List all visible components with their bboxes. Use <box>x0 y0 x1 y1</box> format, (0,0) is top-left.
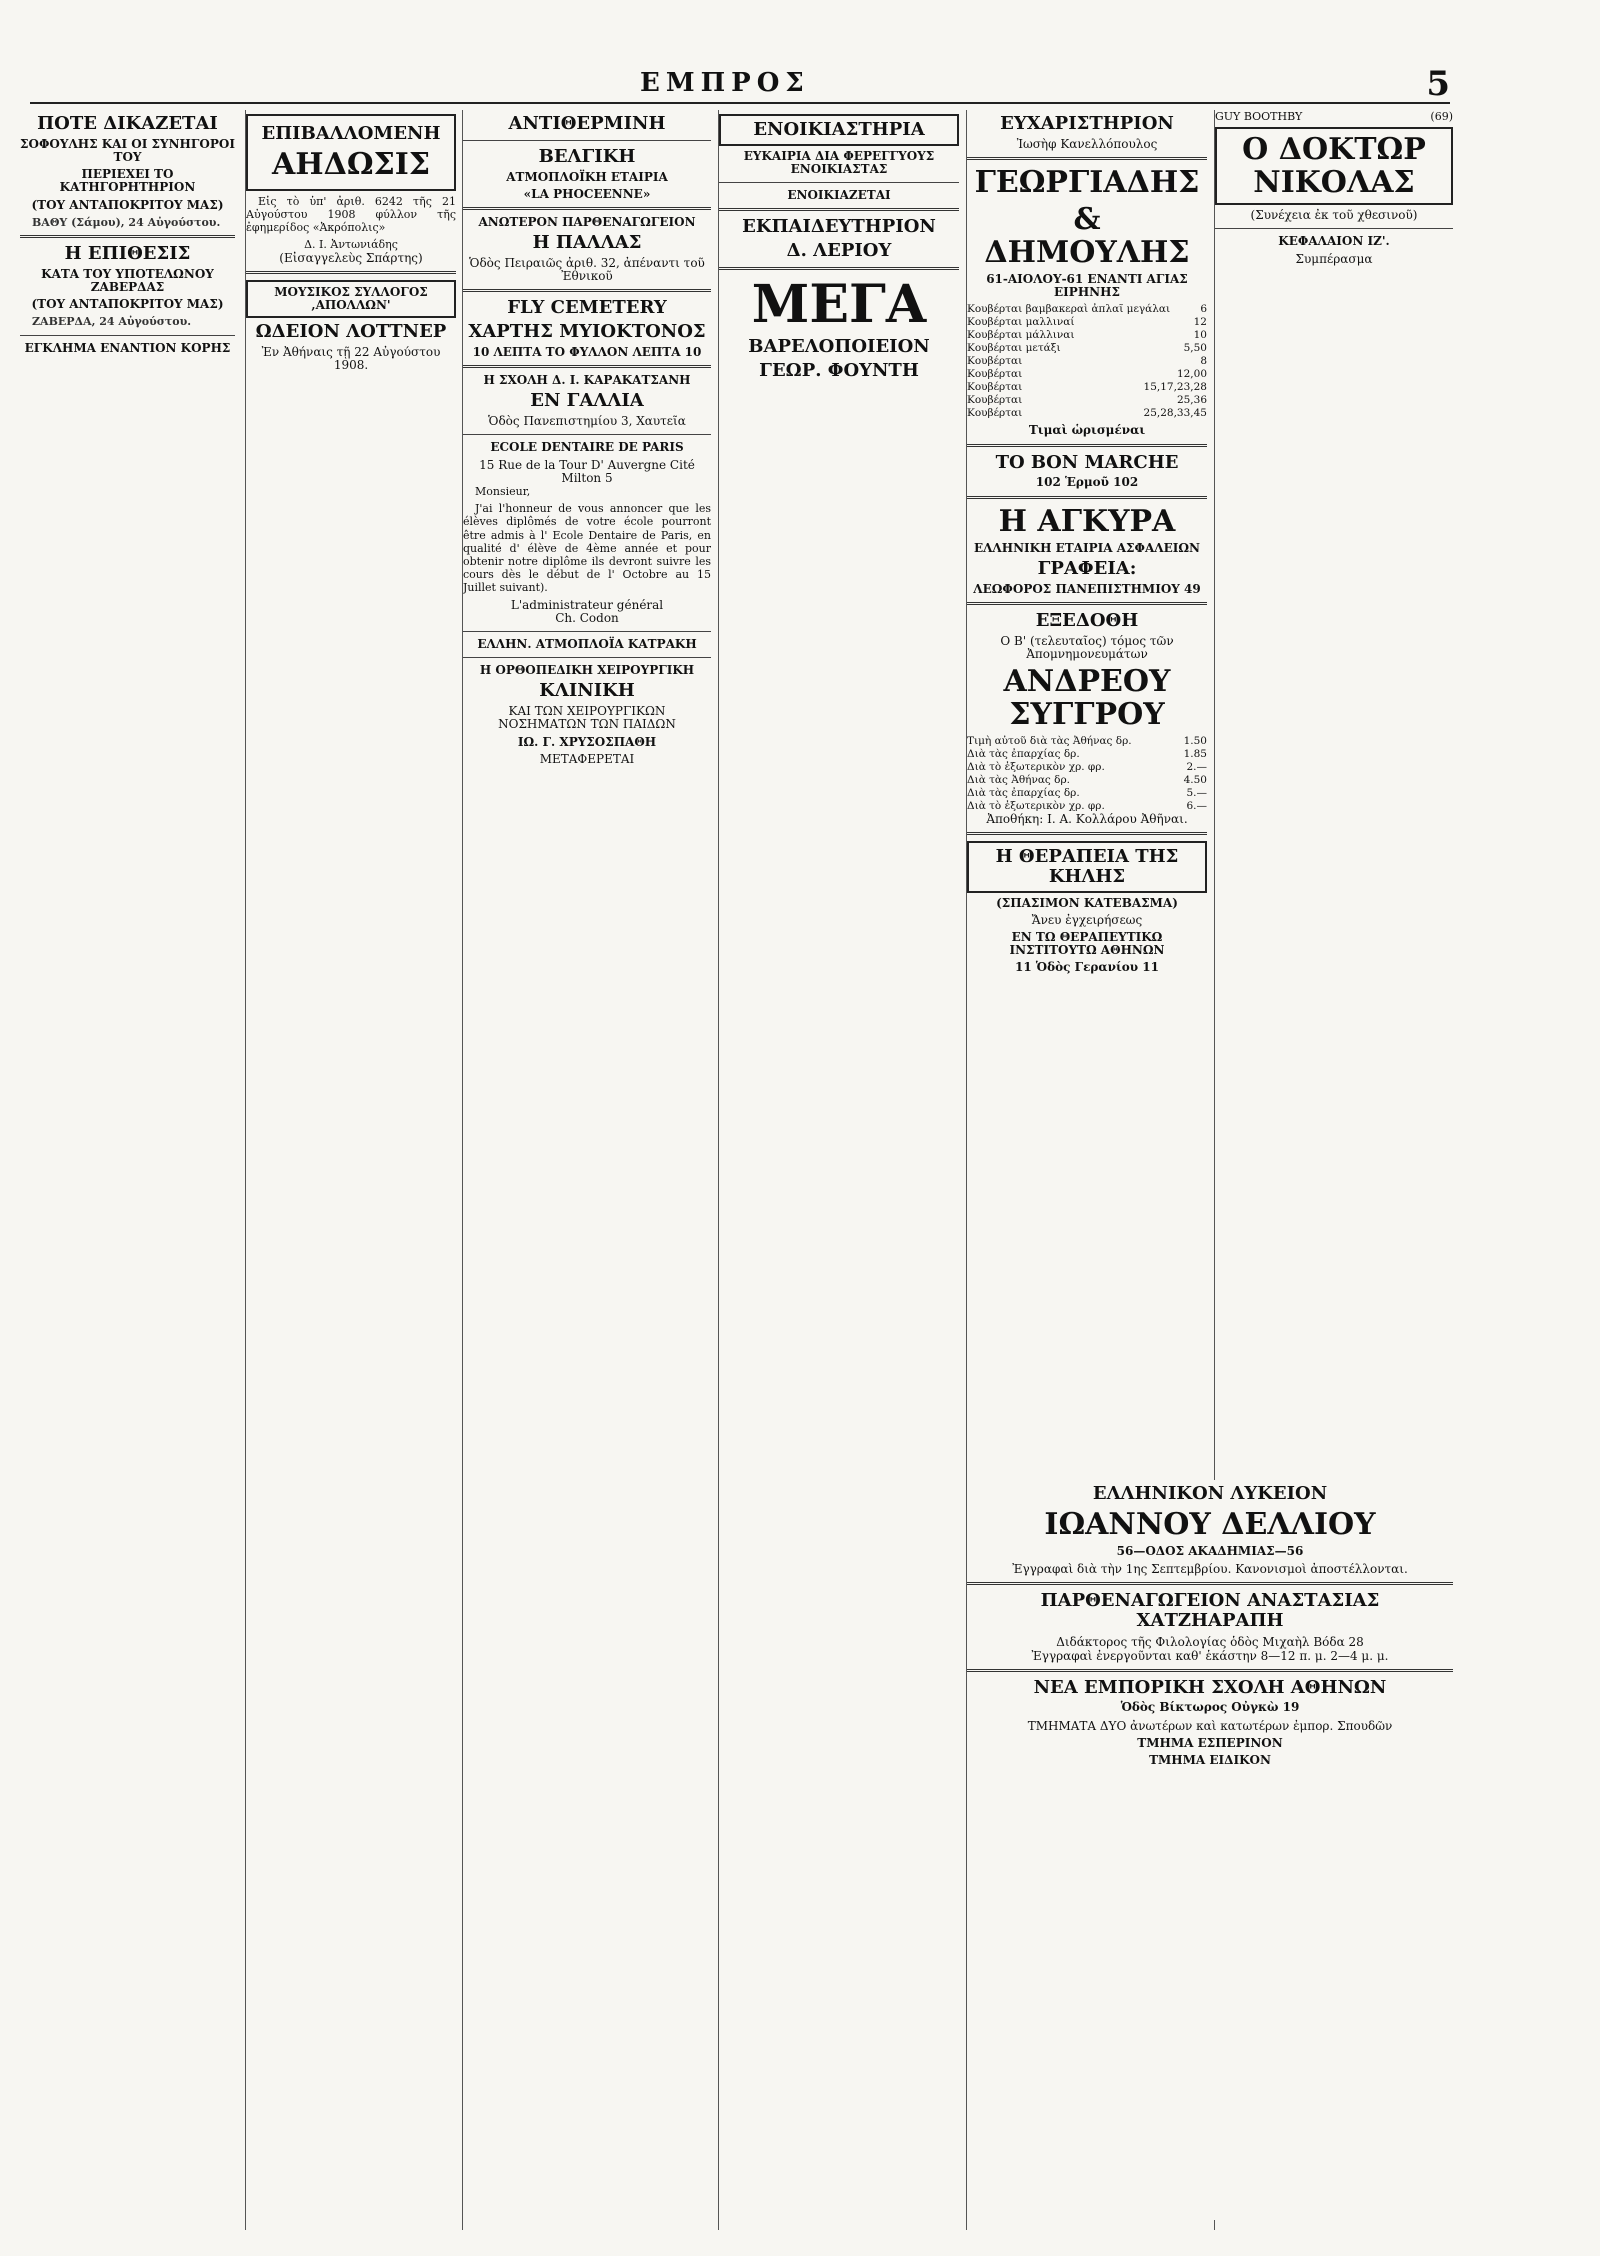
price-value: 1.85 <box>1183 747 1207 760</box>
price-row <box>967 774 1207 787</box>
col3-school-title: ΑΝΩΤΕΡΟΝ ΠΑΡΘΕΝΑΓΩΓΕΙΟΝ <box>478 214 696 229</box>
col5-book-volume: Ο Β' (τελευταῖος) τόμος τῶν Ἀπομνημονευμάτων <box>1000 633 1174 661</box>
col3-ship-brand: «LA PHOCEENNE» <box>523 186 651 201</box>
price-value: 10 <box>1193 329 1207 342</box>
price-item: Κουβέρται μετάξι <box>967 342 1061 355</box>
col1-dateline-2: ΖΑΒΕΡΔΑ, 24 Αὐγούστου. <box>32 315 192 329</box>
col5-agkyra: Η ΑΓΚΥΡΑ <box>998 503 1176 539</box>
price-value: 15,17,23,28 <box>1143 381 1207 394</box>
price-value: 1.50 <box>1183 734 1207 747</box>
commercial-school-evening: ΤΜΗΜΑ ΕΣΠΕΡΙΝΟΝ <box>1137 1735 1283 1750</box>
col3-school-name: Η ΠΑΛΛΑΣ <box>532 232 642 254</box>
col4-barrel-factory: ΒΑΡΕΛΟΠΟΙΕΙΟΝ <box>748 336 930 358</box>
col5-agkyra-offices: ΓΡΑΦΕΙΑ: <box>1037 557 1137 579</box>
col5-therapy-sub: (ΣΠΑΣΙΜΟΝ ΚΑΤΕΒΑΣΜΑ) <box>996 895 1178 910</box>
col5-book-author: ΑΝΔΡΕΟΥ ΣΥΓΓΡΟΥ <box>1003 663 1171 732</box>
col3-letter: J'ai l'honneur de vous annoncer que les élèves diplômés de votre école pourront être admis à l' Ecole Dentaire de Paris, en qualité d' élève de 4ème année et pour obtenir notre diplôme ils devront suivre les cours dès le début de l' Octobre au 15 Juillet suivant). <box>463 502 711 595</box>
col4-subhead: ΕΥΚΑΙΡΙΑ ΔΙΑ ΦΕΡΕΓΓΥΟΥΣ ΕΝΟΙΚΙΑΣΤΑΣ <box>743 148 935 176</box>
price-row <box>967 394 1207 407</box>
col1-byline-2: (ΤΟΥ ΑΝΤΑΠΟΚΡΙΤΟΥ ΜΑΣ) <box>31 297 224 312</box>
col4-edu-title: ΕΚΠΑΙΔΕΥΤΗΡΙΟΝ <box>742 216 936 238</box>
price-value: 12 <box>1193 316 1207 329</box>
bottom-ads <box>966 1480 1453 2220</box>
col5-address: 61-ΑΙΟΛΟΥ-61 ΕΝΑΝΤΙ ΑΓΙΑΣ ΕΙΡΗΝΗΣ <box>986 272 1188 300</box>
col3-ellin-atmoploia: ΕΛΛΗΝ. ΑΤΜΟΠΛΟΪΑ ΚΑΤΡΑΚΗ <box>477 636 697 651</box>
page-number: 5 <box>1426 64 1450 104</box>
col5-book-published: ΕΞΕΔΟΘΗ <box>1035 609 1139 631</box>
price-row <box>967 748 1207 761</box>
col3-ecole-address: 15 Rue de la Tour D' Auvergne Cité Milton 5 <box>479 457 695 485</box>
col5-therapy-note: Ἄνευ ἐγχειρήσεως <box>1031 912 1143 927</box>
col5-agkyra-address: ΛΕΩΦΟΡΟΣ ΠΑΝΕΠΙΣΤΗΜΙΟΥ 49 <box>973 581 1201 596</box>
col3-headline: ΑΝΤΙΘΕΡΜΙΝΗ <box>508 113 666 134</box>
girls-school-title: ΠΑΡΘΕΝΑΓΩΓΕΙΟΝ ΑΝΑΣΤΑΣΙΑΣ ΧΑΤΖΗΑΡΑΠΗ <box>1040 1589 1380 1631</box>
newspaper-title: ΕΜΠΡΟΣ <box>640 68 810 98</box>
col3-orth-clinic: ΚΛΙΝΙΚΗ <box>539 680 635 702</box>
price-value: 5.— <box>1186 786 1207 799</box>
price-item: Διὰ τὸ ἐξωτερικὸν χρ. φρ. <box>967 760 1105 773</box>
col4-headline: ΕΝΟΙΚΙΑΣΤΗΡΙΑ <box>719 114 959 146</box>
price-item: Κουβέρται μάλλιναι <box>967 329 1075 342</box>
col3-school-address: Ὁδὸς Πειραιῶς ἀριθ. 32, ἀπέναντι τοῦ Ἐθνικοῦ <box>469 255 705 284</box>
price-item: Κουβέρται βαμβακεραὶ ἀπλαῖ μεγάλαι <box>967 303 1171 316</box>
price-row <box>967 761 1207 774</box>
price-value: 8 <box>1200 355 1207 368</box>
girls-school-address: Διδάκτορος τῆς Φιλολογίας ὁδὸς Μιχαὴλ Βόδα 28 <box>1056 1634 1364 1649</box>
price-value: 25,36 <box>1176 394 1207 407</box>
price-row <box>967 407 1207 420</box>
col3-ship-company: ΑΤΜΟΠΛΟΪΚΗ ΕΤΑΙΡΙΑ <box>506 169 668 184</box>
col3-karakatsanis-title: Η ΣΧΟΛΗ Δ. Ι. ΚΑΡΑΚΑΤΣΑΝΗ <box>483 373 691 388</box>
price-row <box>967 381 1207 394</box>
col3-fly-price: 10 ΛΕΠΤΑ ΤΟ ΦΥΛΛΟΝ ΛΕΠΤΑ 10 <box>472 344 702 359</box>
price-item: Διὰ τὰς ἐπαρχίας δρ. <box>967 786 1080 799</box>
col5-agkyra-company: ΕΛΛΗΝΙΚΗ ΕΤΑΙΡΙΑ ΑΣΦΑΛΕΙΩΝ <box>973 540 1201 555</box>
lyceum-title: ΕΛΛΗΝΙΚΟΝ ΛΥΚΕΙΟΝ <box>1092 1483 1328 1504</box>
col5-therapy-institute: ΕΝ ΤΩ ΘΕΡΑΠΕΥΤΙΚΩ ΙΝΣΤΙΤΟΥΤΩ ΑΘΗΝΩΝ <box>1009 930 1165 958</box>
col4-mega: ΜΕΓΑ <box>751 273 927 335</box>
price-item: Κουβέρται <box>967 355 1023 368</box>
price-value: 4.50 <box>1183 773 1207 786</box>
price-item: Κουβέρται μαλλιναί <box>967 316 1075 329</box>
col3-karakatsanis-sub: ΕΝ ΓΑΛΛΙΑ <box>530 390 644 412</box>
col2-lead: Εἰς τὸ ὑπ' ἀριθ. 6242 τῆς 21 Αὐγούστου 1908 φύλλον τῆς ἐφημερίδος «Ἀκρόπολις» <box>246 194 456 235</box>
lyceum-address: 56—ΟΔΟΣ ΑΚΑΔΗΜΙΑΣ—56 <box>1116 1543 1304 1558</box>
col3-fly-subtitle: ΧΑΡΤΗΣ ΜΥΙΟΚΤΟΝΟΣ <box>468 321 706 343</box>
col3-orth-title: Η ΟΡΘΟΠΕΔΙΚΗ ΧΕΙΡΟΥΡΓΙΚΗ <box>479 663 695 678</box>
col5-price-list <box>967 303 1207 420</box>
col3-admin: L'administrateur général <box>510 597 664 612</box>
col5-signature: Ἰωσὴφ Κανελλόπουλος <box>1016 136 1158 151</box>
col2-headline: ΕΠΙΒΑΛΛΟΜΕΝΗ <box>261 123 441 144</box>
commercial-school-special: ΤΜΗΜΑ ΕΙΔΙΚΟΝ <box>1149 1752 1271 1767</box>
price-item: Διὰ τὰς Ἀθήνας δρ. <box>967 773 1070 786</box>
col3-orth-sub: ΚΑΙ ΤΩΝ ΧΕΙΡΟΥΡΓΙΚΩΝ ΝΟΣΗΜΑΤΩΝ ΤΩΝ ΠΑΙΔΩΝ <box>498 704 676 732</box>
col5-bon-marche-address: 102 Ἑρμοῦ 102 <box>1035 475 1139 490</box>
price-item: Διὰ τὸ ἐξωτερικὸν χρ. φρ. <box>967 799 1105 812</box>
col6-continued: (Συνέχεια ἐκ τοῦ χθεσινοῦ) <box>1250 208 1418 223</box>
col1-dateline: ΒΑΘΥ (Σάμου), 24 Αὐγούστου. <box>32 215 221 229</box>
col3-monsieur: Monsieur, <box>475 484 531 498</box>
girls-school-enroll: Ἐγγραφαὶ ἐνεργοῦνται καθ' ἑκάστην 8—12 π. μ. 2—4 μ. μ. <box>1031 1648 1389 1663</box>
col1-byline: (ΤΟΥ ΑΝΤΑΠΟΚΡΙΤΟΥ ΜΑΣ) <box>31 197 224 212</box>
column-4 <box>718 110 959 2230</box>
price-value: 12,00 <box>1176 368 1207 381</box>
col4-owner: ΓΕΩΡ. ΦΟΥΝΤΗ <box>759 359 919 381</box>
price-value: 6 <box>1200 303 1207 316</box>
col2-music-society: ΜΟΥΣΙΚΟΣ ΣΥΛΛΟΓΟΣ ,ΑΠΟΛΛΩΝ' <box>246 280 456 318</box>
price-item: Κουβέρται <box>967 394 1023 407</box>
col6-chapter-sub: Συμπέρασμα <box>1295 251 1373 266</box>
price-value: 2.— <box>1186 760 1207 773</box>
price-row <box>967 342 1207 355</box>
price-row <box>967 787 1207 800</box>
price-value: 25,28,33,45 <box>1143 407 1207 420</box>
price-row <box>967 303 1207 316</box>
col1-article-2 <box>20 315 235 328</box>
col3-admin-name: Ch. Codon <box>555 610 619 625</box>
price-row <box>967 355 1207 368</box>
col5-fixed-prices: Τιμαὶ ὡρισμέναι <box>1028 423 1146 438</box>
col1-headline-3: ΕΓΚΛΗΜΑ ΕΝΑΝΤΙΟΝ ΚΟΡΗΣ <box>24 340 231 355</box>
col2-title-box <box>246 114 456 191</box>
col4-edu-name: Δ. ΛΕΡΙΟΥ <box>786 240 892 262</box>
col5-distribution: Ἀποθήκη: Ι. Α. Κολλάρου Ἀθῆναι. <box>986 811 1188 826</box>
price-value: 5,50 <box>1183 342 1207 355</box>
col4-rent-title: ΕΝΟΙΚΙΑΖΕΤΑΙ <box>787 188 891 203</box>
col3-fly-title: FLY CEMETERY <box>507 297 667 319</box>
col1-headline: ΠΟΤΕ ΔΙΚΑΖΕΤΑΙ <box>37 113 218 134</box>
col5-therapy-address: 11 Ὁδὸς Γερανίου 11 <box>1015 960 1159 975</box>
column-3 <box>462 110 711 2230</box>
price-item: Κουβέρται <box>967 368 1023 381</box>
column-2 <box>245 110 456 2230</box>
price-row <box>967 800 1207 813</box>
col6-author-line <box>1215 110 1453 123</box>
price-item: Τιμὴ αὐτοῦ διὰ τὰς Ἀθήνας δρ. <box>967 734 1132 747</box>
col1-subhead-2: ΠΕΡΙΕΧΕΙ ΤΟ ΚΑΤΗΓΟΡΗΤΗΡΙΟΝ <box>59 167 196 195</box>
price-item: Κουβέρται <box>967 381 1023 394</box>
col2-signature: Δ. Ι. Ἀντωνιάδης <box>304 238 398 252</box>
col5-dimoulis: & ΔΗΜΟΥΛΗΣ <box>984 202 1190 270</box>
column-1 <box>20 110 235 2230</box>
col5-georgiadis: ΓΕΩΡΓΙΑΔΗΣ <box>974 165 1200 200</box>
price-row <box>967 368 1207 381</box>
masthead <box>30 64 1450 104</box>
col3-orth-doctor: ΙΩ. Γ. ΧΡΥΣΟΣΠΑΘΗ <box>517 734 657 749</box>
commercial-school-sections: ΤΜΗΜΑΤΑ ΔΥΟ ἀνωτέρων καὶ κατωτέρων ἐμπορ. Σπουδῶν <box>1027 1718 1393 1733</box>
col1-subhead: ΣΟΦΟΥΛΗΣ ΚΑΙ ΟΙ ΣΥΝΗΓΟΡΟΙ ΤΟΥ <box>20 136 235 164</box>
col6-author: GUY BOOTHBY <box>1215 110 1303 123</box>
price-item: Κουβέρται <box>967 407 1023 420</box>
col2-headline-2: ΑΗΔΩΣΙΣ <box>271 146 431 182</box>
price-item: Διὰ τὰς ἐπαρχίας δρ. <box>967 747 1080 760</box>
col6-installment: (69) <box>1430 110 1453 123</box>
price-row <box>967 329 1207 342</box>
price-value: 6.— <box>1186 799 1207 812</box>
price-row <box>967 316 1207 329</box>
lyceum-name: ΙΩΑΝΝΟΥ ΔΕΛΛΙΟΥ <box>1044 1506 1376 1542</box>
price-row <box>967 735 1207 748</box>
col2-signature-role: (Εἰσαγγελεὺς Σπάρτης) <box>279 250 423 265</box>
lyceum-enroll: Ἐγγραφαὶ διὰ τὴν 1ης Σεπτεμβρίου. Κανονισμοὶ ἀποστέλλονται. <box>1012 1561 1408 1576</box>
col5-book-prices <box>967 735 1207 813</box>
commercial-school-title: ΝΕΑ ΕΜΠΟΡΙΚΗ ΣΧΟΛΗ ΑΘΗΝΩΝ <box>1033 1676 1387 1698</box>
col3-ecole-title: ECOLE DENTAIRE DE PARIS <box>490 440 684 455</box>
col1-article-1 <box>20 216 235 229</box>
col1-headline-2: Η ΕΠΙΘΕΣΙΣ <box>64 242 191 264</box>
col3-orth-moves: ΜΕΤΑΦΕΡΕΤΑΙ <box>539 751 635 766</box>
col2-odeon: ΩΔΕΙΟΝ ΛΟΤΤΝΕΡ <box>255 321 447 343</box>
col6-chapter: ΚΕΦΑΛΑΙΟΝ ΙΖ'. <box>1278 234 1390 249</box>
col6-novel-title: Ο ΔΟΚΤΩΡ ΝΙΚΟΛΑΣ <box>1215 127 1453 205</box>
col3-ship-name: ΒΕΛΓΙΚΗ <box>538 145 636 167</box>
col5-bon-marche: ΤΟ ΒΟΝ MARCHE <box>995 451 1179 473</box>
col5-headline: ΕΥΧΑΡΙΣΤΗΡΙΟΝ <box>1000 113 1174 134</box>
col5-therapy-title: Η ΘΕΡΑΠΕΙΑ ΤΗΣ ΚΗΛΗΣ <box>967 841 1207 893</box>
col3-karakatsanis-address: Ὁδὸς Πανεπιστημίου 3, Χαυτεῖα <box>488 414 686 429</box>
col1-subhead-3: ΚΑΤΑ ΤΟΥ ΥΠΟΤΕΛΩΝΟΥ ΖΑΒΕΡΔΑΣ <box>41 266 214 294</box>
commercial-school-address: Ὁδὸς Βίκτωρος Οὐγκὼ 19 <box>1120 1700 1300 1715</box>
col2-odeon-date: Ἐν Ἀθήναις τῇ 22 Αὐγούστου 1908. <box>261 344 441 373</box>
